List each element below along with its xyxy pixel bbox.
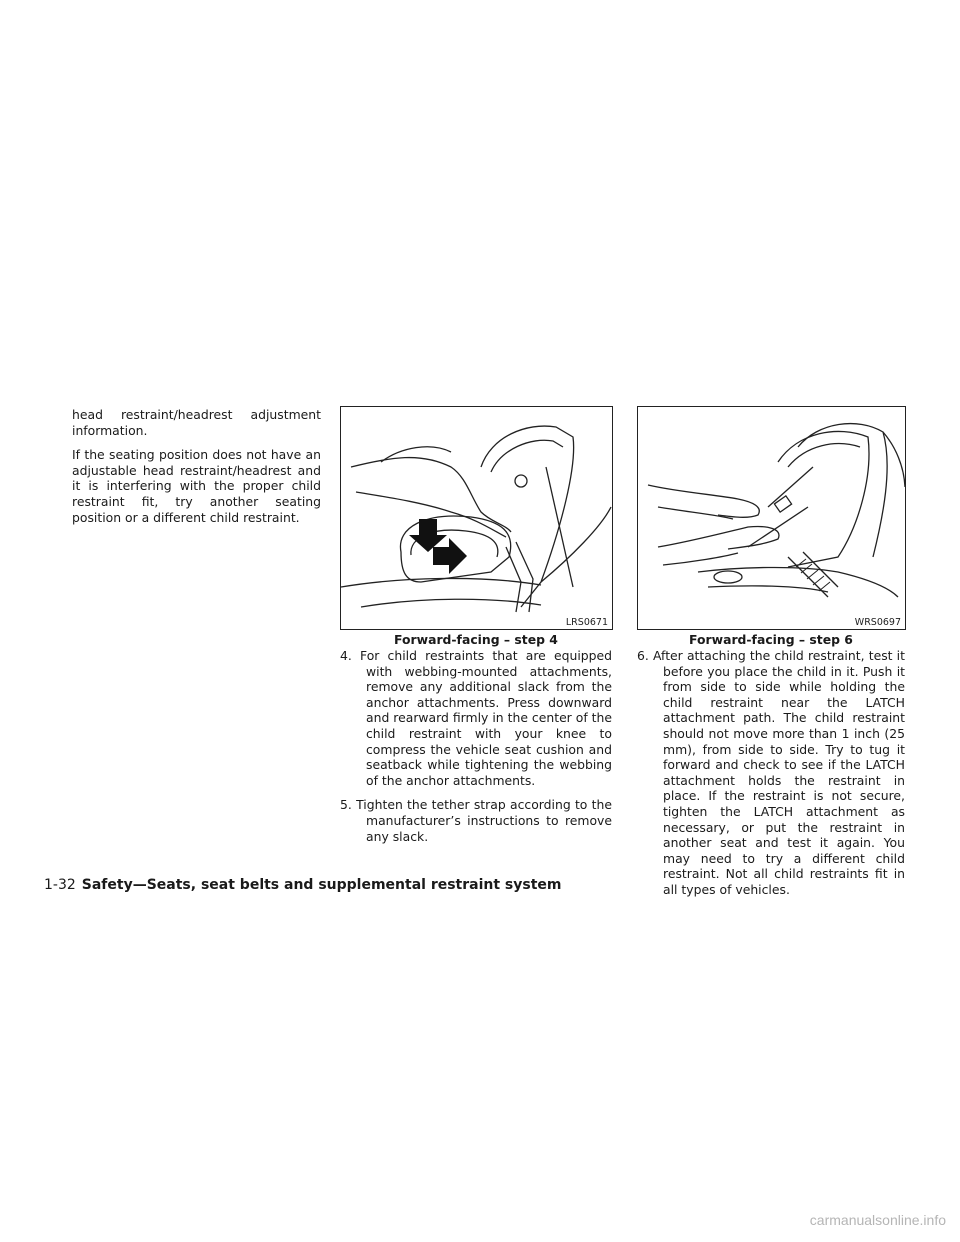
step-text: Tighten the tether strap according to the manufacturer’s instructions to remove any slack. <box>356 797 612 844</box>
step-5 <box>340 797 612 844</box>
left-column <box>72 407 321 534</box>
child-seat-test-illustration <box>638 407 905 629</box>
step-4 <box>340 648 612 788</box>
section-title: Safety—Seats, seat belts and supplemental restraint system <box>81 877 562 893</box>
step-6 <box>637 648 905 898</box>
figure-forward-facing-step-6 <box>637 406 906 630</box>
page-footer <box>44 877 562 893</box>
watermark: carmanualsonline.info <box>809 1212 946 1228</box>
child-seat-knee-press-illustration <box>341 407 612 629</box>
figure-caption: Forward-facing – step 6 <box>689 632 853 647</box>
middle-column <box>340 648 612 853</box>
step-text: For child restraints that are equipped with webbing-mounted attachments, remove any additional slack from the anchor attachments. Press downward and rearward firmly in the center of the child restraint with your knee to compress the vehicle seat cushion and seatback while tightening the webbing of the anchor attachments. <box>360 648 612 788</box>
step-text: After attaching the child restraint, test it before you place the child in it. Push it from side to side while holding the child restraint near the LATCH attachment path. The child restraint should not move more than 1 inch (25 mm), from side to side. Try to tug it forward and check to see if the LATCH attachment holds the restraint in place. If the restraint is not secure, tighten the LATCH attachment as necessary, or put the restraint in another seat and test it again. You may need to try a different child restraint. Not all child restraints fit in all types of vehicles. <box>653 648 905 897</box>
right-arrow-icon <box>433 538 467 574</box>
step-number: 4. <box>340 648 352 663</box>
paragraph: If the seating position does not have an adjustable head restraint/headrest and it is interfering with the proper child restraint fit, try another seating position or a different child restraint. <box>72 447 321 525</box>
step-number: 6. <box>637 648 649 663</box>
right-column <box>637 648 905 907</box>
page-number: 1-32 <box>44 877 76 893</box>
paragraph: head restraint/headrest adjustment information. <box>72 407 321 438</box>
figure-forward-facing-step-4 <box>340 406 613 630</box>
figure-caption: Forward-facing – step 4 <box>394 632 558 647</box>
step-number: 5. <box>340 797 352 813</box>
figure-code: WRS0697 <box>854 617 901 628</box>
figure-code: LRS0671 <box>565 617 608 628</box>
